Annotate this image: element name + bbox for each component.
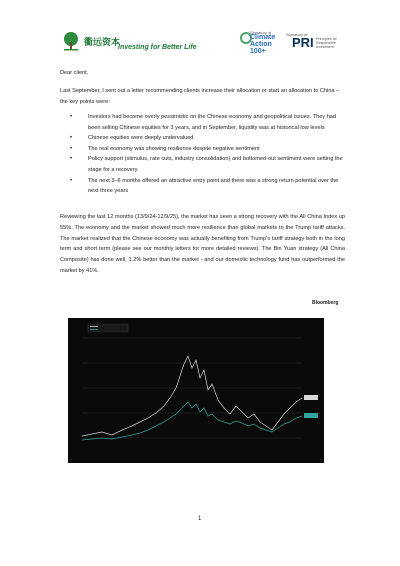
letterhead xyxy=(0,0,400,60)
climate-action-badge xyxy=(240,28,284,55)
review-paragraph: Reviewing the last 12 months (13/9/24-12/9/25), the market has seen a strong recovery with the All China Index up 55%. The economy and the market showed much more resilience than global markets to the Trump tariff attacks. The market realized that the Chinese economy was actually benefiting from Trump's tariff strategy both in the long term and short term (please see our monthly letters for more detailed reviews). The Bin Yuan strategy (All China Composite) has done well, 1.2% better than the market - and our domestic technology fund has outperformed the market by 41%. xyxy=(60,214,345,274)
climate-badge-line2: Climate xyxy=(250,34,276,41)
salutation: Dear client, xyxy=(60,70,89,76)
pri-badge-mark: Signatory of: xyxy=(286,32,309,37)
pri-badge xyxy=(286,32,346,52)
key-points-list xyxy=(60,112,345,197)
company-tagline: Investing for Better Life xyxy=(118,44,197,51)
list-item: • Investors had become overly pessimistic on the Chinese economy and geopolitical issues. They had been selling Chinese equities for 3 years, and in September, liquidity was at historical low levels xyxy=(60,112,345,133)
list-item: • The next 3–6 months offered an attractive entry point and there was a strong return potential over the next three years xyxy=(60,176,345,197)
list-item: • Chinese equities were deeply undervalued xyxy=(60,133,345,144)
chart-source: Bloomberg xyxy=(312,300,339,306)
chart-last-value-tag xyxy=(304,395,318,400)
climate-badge-line1: Signatory of xyxy=(250,30,272,35)
list-item: • Policy support (stimulus, rate cuts, industry consolidation) and bottomed-out sentiment were setting the stage for a recovery. xyxy=(60,154,345,175)
chart-line-teal xyxy=(82,402,302,440)
page-number: 1 xyxy=(198,516,202,522)
pri-badge-subtitle: Principles for Responsible Investment xyxy=(316,37,337,50)
pri-badge-logo: PRI xyxy=(292,35,314,50)
climate-badge-line3: Action 100+ xyxy=(250,41,272,55)
intro-paragraph: Last September, I sent out a letter recommending clients increase their allocation or start an allocation to China – the key points were: xyxy=(60,88,340,105)
company-logo-text: 衢远资本 xyxy=(84,37,121,47)
chart-last-value-tag xyxy=(304,413,318,418)
chart-graphic xyxy=(68,318,324,463)
list-item: • The real economy was showing resilience despite negative sentiment xyxy=(60,144,345,155)
chart-legend-box xyxy=(88,324,128,332)
tree-logo-icon xyxy=(60,30,82,52)
performance-chart-image xyxy=(68,318,324,463)
chart-line-light xyxy=(82,356,302,436)
